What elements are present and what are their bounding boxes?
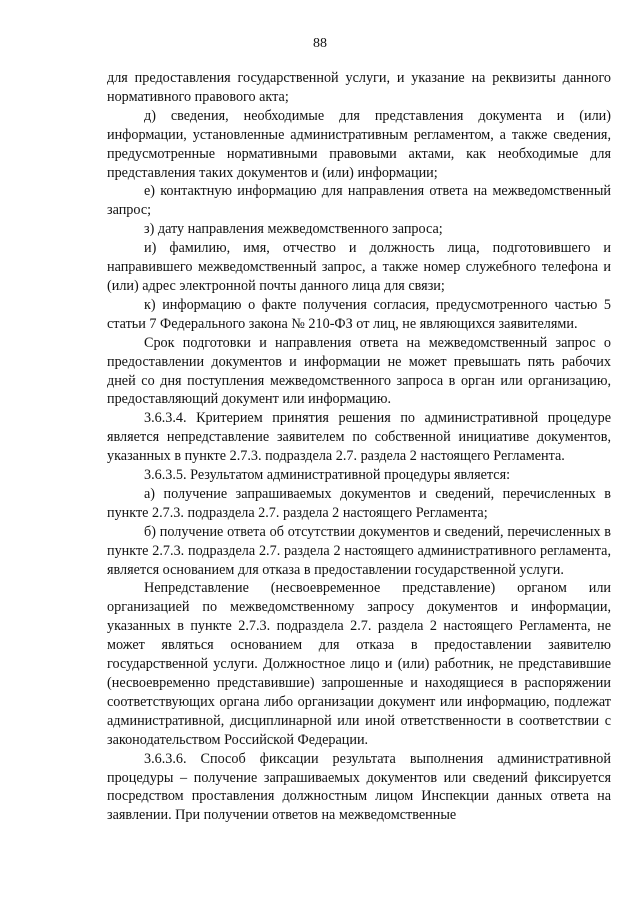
document-body — [107, 69, 611, 825]
list-item-z: з) дату направления межведомственного запроса; — [144, 221, 443, 238]
page-number: 88 — [313, 36, 327, 51]
section-3-6-3-6: 3.6.3.6. Способ фиксации результата выполнения административной процедуры – получение запрашиваемых документов или сведений фиксируется посредством проставления должностным лицом Инспекции данных ответа на заявлении. При получении ответов на межведомственные — [107, 750, 611, 824]
section-3-6-3-4: 3.6.3.4. Критерием принятия решения по административной процедуре является непредставление заявителем по собственной инициативе документов, указанных в пункте 2.7.3. подраздела 2.7. раздела 2 настоящего Регламента. — [107, 410, 611, 465]
paragraph-continuation: для предоставления государственной услуги, и указание на реквизиты данного нормативного правового акта; — [107, 70, 611, 105]
list-item-e: е) контактную информацию для направления ответа на межведомственный запрос; — [107, 183, 611, 219]
list-item-k: к) информацию о факте получения согласия, предусмотренного частью 5 статьи 7 Федерального закона № 210-ФЗ от лиц, не являющихся заявителями. — [107, 296, 611, 332]
list-item-i: и) фамилию, имя, отчество и должность лица, подготовившего и направившего межведомственный запрос, а также номер служебного телефона и (или) адрес электронной почты данного лица для связи; — [107, 240, 611, 294]
paragraph-deadline: Срок подготовки и направления ответа на межведомственный запрос о предоставлении документов и информации не может превышать пять рабочих дней со дня поступления межведомственного запроса в орган или организацию, предоставляющий документ или информацию. — [107, 334, 611, 408]
result-item-b: б) получение ответа об отсутствии документов и сведений, перечисленных в пункте 2.7.3. подраздела 2.7. раздела 2 настоящего административного регламента, является основанием для отказа в предоставлении государственной услуги. — [107, 523, 611, 578]
section-3-6-3-5: 3.6.3.5. Результатом административной процедуры является: — [144, 467, 511, 484]
paragraph-non-submission: Непредставление (несвоевременное представление) органом или организацией по межведомственному запросу документов и информации, указанных в пункте 2.7.3. подраздела 2.7. раздела 2 настоящего Регламента, не может являться основанием для отказа в предоставлении заявителю государственной услуги. Должностное лицо и (или) работник, не представившие (несвоевременно представившие) запрошенные и находящиеся в распоряжении соответствующих органа либо организации документ или информацию, подлежат административной, дисциплинарной или иной ответственности в соответствии с законодательством Российской Федерации. — [107, 580, 611, 748]
result-item-a: а) получение запрашиваемых документов и сведений, перечисленных в пункте 2.7.3. подраздела 2.7. раздела 2 настоящего Регламента; — [107, 485, 611, 521]
list-item-d: д) сведения, необходимые для представления документа и (или) информации, установленные административным регламентом, а также сведения, предусмотренные нормативными правовыми актами, как необходимые для представления таких документов и (или) информации; — [107, 107, 611, 181]
